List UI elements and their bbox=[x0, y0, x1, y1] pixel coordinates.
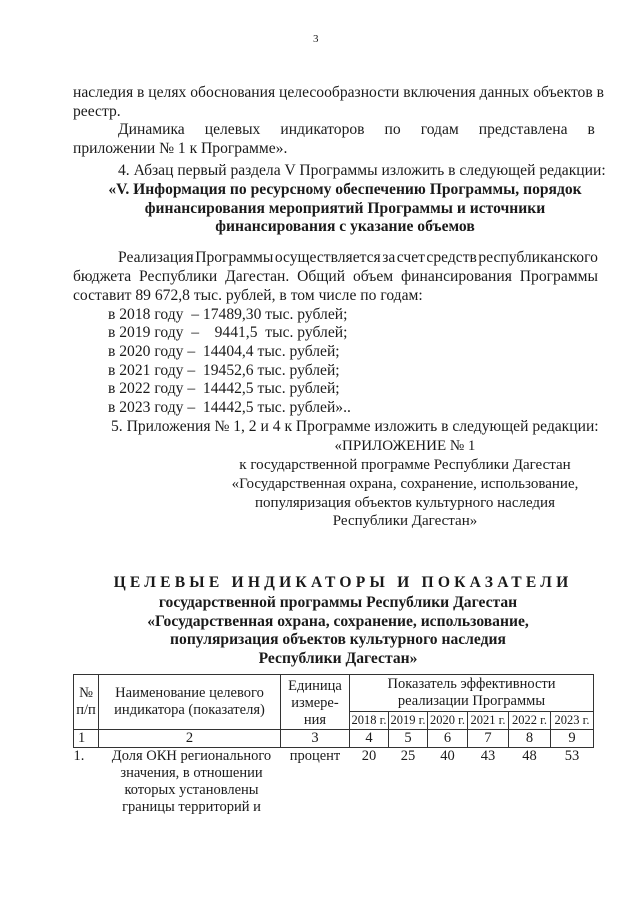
funding-year-2021: в 2021 году – 19452,6 тыс. рублей; bbox=[108, 362, 340, 379]
header-unit-line: измере- bbox=[291, 694, 339, 711]
word: по bbox=[384, 121, 401, 138]
year-cell: 2021 г. bbox=[468, 712, 509, 730]
header-performance bbox=[350, 675, 594, 712]
word: Общий bbox=[297, 268, 346, 285]
header-num-line: п/п bbox=[76, 702, 96, 718]
word: годам bbox=[420, 121, 459, 138]
appendix-line-5: Республики Дагестан» bbox=[332, 513, 478, 529]
row-name-line: которых установлены bbox=[124, 782, 259, 798]
item4-text: 4. Абзац первый раздела V Программы изложить в следующей редакции: bbox=[118, 162, 606, 179]
table-header-row bbox=[74, 675, 594, 712]
word: осуществляется bbox=[274, 249, 381, 266]
funding-line-1 bbox=[118, 249, 598, 267]
colnum-cell: 7 bbox=[468, 730, 509, 748]
header-num-line: № bbox=[79, 685, 93, 701]
row-indicator-name bbox=[99, 748, 281, 817]
header-name-line: Наименование целевого bbox=[115, 685, 264, 701]
colnum-cell: 8 bbox=[509, 730, 551, 748]
colnum-cell: 6 bbox=[428, 730, 468, 748]
page-number: 3 bbox=[313, 33, 319, 45]
year-cell: 2018 г. bbox=[350, 712, 389, 730]
funding-line-2 bbox=[73, 268, 598, 286]
section-heading-line-3: финансирования с указание объемов bbox=[215, 218, 475, 235]
title-sub-1: государственной программы Республики Дагестан bbox=[158, 594, 518, 611]
title-sub-4: Республики Дагестан» bbox=[258, 650, 418, 667]
title-sub-2: «Государственная охрана, сохранение, использование, bbox=[147, 613, 529, 630]
row-name-line: границы территорий и bbox=[122, 799, 261, 815]
row-name-line: значения, в отношении bbox=[120, 765, 263, 781]
section-heading-line-1: «V. Информация по ресурсному обеспечению Программы, порядок bbox=[108, 181, 582, 198]
intro-line-2: реестр. bbox=[73, 103, 121, 120]
colnum-cell: 1 bbox=[74, 730, 99, 748]
year-cell: 2020 г. bbox=[428, 712, 468, 730]
appendix-line-4: популяризация объектов культурного наследия bbox=[255, 495, 555, 511]
row-value-2021: 43 bbox=[480, 748, 496, 764]
appendix-line-2: к государственной программе Республики Дагестан bbox=[239, 457, 571, 473]
intro-line-3 bbox=[118, 121, 595, 139]
intro-line-1: наследия в целях обоснования целесообразности включения данных объектов в bbox=[73, 84, 604, 101]
header-unit-line: ния bbox=[303, 711, 327, 728]
colnum-cell: 2 bbox=[99, 730, 281, 748]
item5-text: 5. Приложения № 1, 2 и 4 к Программе изложить в следующей редакции: bbox=[111, 418, 599, 435]
appendix-title: «ПРИЛОЖЕНИЕ № 1 bbox=[334, 438, 476, 454]
table-colnum-row bbox=[74, 730, 594, 748]
funding-year-2022: в 2022 году – 14442,5 тыс. рублей; bbox=[108, 380, 340, 397]
word: Динамика bbox=[118, 121, 185, 138]
funding-year-2020: в 2020 году – 14404,4 тыс. рублей; bbox=[108, 343, 340, 360]
word: Программы bbox=[519, 268, 598, 285]
word: индикаторов bbox=[280, 121, 365, 138]
row-value-2020: 40 bbox=[440, 748, 455, 764]
section-heading-line-2: финансирования мероприятий Программы и источники bbox=[144, 200, 546, 217]
row-value-2019: 25 bbox=[400, 748, 416, 764]
appendix-line-3: «Государственная охрана, сохранение, использование, bbox=[231, 476, 579, 492]
intro-line-4: приложении № 1 к Программе». bbox=[73, 140, 288, 157]
word: объем bbox=[352, 268, 394, 285]
word: счет bbox=[396, 249, 425, 266]
row-unit: процент bbox=[289, 748, 341, 764]
header-unit-line: Единица bbox=[288, 677, 342, 694]
row-name-line: Доля ОКН регионального bbox=[111, 748, 272, 764]
word: Республики bbox=[139, 268, 218, 285]
colnum-cell: 4 bbox=[350, 730, 389, 748]
funding-year-2018: в 2018 году – 17489,30 тыс. рублей; bbox=[108, 306, 348, 323]
funding-line-3: составит 89 672,8 тыс. рублей, в том числе по годам: bbox=[73, 287, 423, 304]
colnum-cell: 3 bbox=[281, 730, 350, 748]
colnum-cell: 5 bbox=[389, 730, 428, 748]
header-perf-line: Показатель эффективности bbox=[387, 676, 556, 692]
word: представлена bbox=[478, 121, 568, 138]
title-sub-3: популяризация объектов культурного наследия bbox=[170, 631, 506, 648]
header-name-line: индикатора (показателя) bbox=[114, 702, 265, 718]
row-value-2022: 48 bbox=[522, 748, 537, 764]
document-title: ЦЕЛЕВЫЕ ИНДИКАТОРЫ И ПОКАЗАТЕЛИ bbox=[113, 574, 573, 591]
word: Реализация bbox=[118, 249, 194, 266]
word: целевых bbox=[204, 121, 261, 138]
year-cell: 2023 г. bbox=[551, 712, 594, 730]
header-unit bbox=[281, 675, 350, 730]
word: средств bbox=[426, 249, 477, 266]
word: бюджета bbox=[73, 268, 132, 285]
funding-year-2023: в 2023 году – 14442,5 тыс. рублей».. bbox=[108, 399, 351, 416]
table-row bbox=[74, 748, 594, 817]
indicators-table bbox=[73, 674, 594, 816]
year-cell: 2022 г. bbox=[509, 712, 551, 730]
colnum-cell: 9 bbox=[551, 730, 594, 748]
word: в bbox=[587, 121, 595, 138]
word: Программы bbox=[195, 249, 274, 266]
year-cell: 2019 г. bbox=[389, 712, 428, 730]
row-value-2023: 53 bbox=[564, 748, 580, 764]
row-num: 1. bbox=[73, 748, 85, 764]
header-name bbox=[99, 675, 281, 730]
word: за bbox=[382, 249, 396, 266]
header-num bbox=[74, 675, 99, 730]
funding-year-2019: в 2019 году – 9441,5 тыс. рублей; bbox=[108, 324, 348, 341]
word: республиканского bbox=[478, 249, 598, 266]
row-value-2018: 20 bbox=[361, 748, 377, 764]
word: финансирования bbox=[401, 268, 512, 285]
header-perf-line: реализации Программы bbox=[397, 693, 546, 709]
word: Дагестан. bbox=[225, 268, 290, 285]
